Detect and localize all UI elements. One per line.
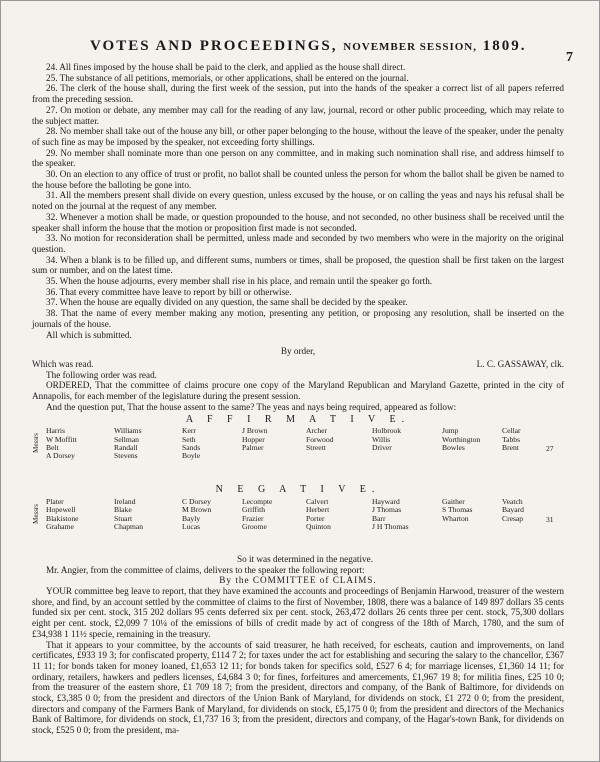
which-was-read: Which was read. (32, 358, 94, 369)
member-name: Grahame (46, 522, 74, 532)
rule-item: 37. When the house are equally divided on any question, the same shall be decided by the speaker. (46, 297, 408, 308)
member-name: Tabbs (502, 434, 521, 444)
rule-item: 26. The clerk of the house shall, during the first week of the session, put into the hands of the speaker a correct list of all papers referred from the preceding session. (32, 83, 564, 105)
committee-head: By the COMMITTEE of CLAIMS. (219, 575, 377, 586)
affirmative-column (182, 427, 200, 461)
by-order: By order, (280, 346, 316, 357)
report-paragraph-2: That it appears to your committee, by the accounts of said treasurer, he hath received, for escheats, caution and improvements, on land certificates, £933 19 3; for confiscated property, £114 7 2; for taxes under the act for establishing and securing the salary to the chancellor, £367 11 11; for bonds taken for money loaned, £1,653 12 11; for bonds taken for specifics sold, £527 6 4; for marriage licenses, £1,360 14 11; for ordinary, retailers, hawkers and pedlers licenses, £4,684 3 0; for fines, forfeitures and amercements, £1,967 19 8; for militia fines, £25 10 0; from the treasurer of the eastern shore, £1 709 18 7; from the president, directors and company, of the Bank of Baltimore, for dividends on stock, £3,385 0 0; from the president and directors of the Union Bank of Maryland, for dividends on stock, £1 272 0 0; from the president, directors and company of the Farmers Bank of Maryland, for dividends on stock, £5,175 0 0; from the president and directors of the Mechanics Bank of Baltimore, for dividends on stock, £1,737 16 3; from the president, directors and company, of the Hagar's-town Bank, for dividends on stock, £525 0 0; from the president, ma- (32, 639, 564, 736)
member-name: Barr (372, 513, 386, 523)
page-number: 7 (566, 50, 573, 65)
negative-count: 31 (546, 514, 554, 524)
angier-text: Mr. Angier, from the committee of claims, delivers to the speaker the following report: (46, 564, 365, 575)
member-name: Cellar (502, 426, 521, 436)
member-name: Groome (242, 522, 267, 532)
member-name: Palmer (242, 443, 264, 453)
member-name: Blake (114, 505, 132, 515)
member-name: J Thomas (372, 505, 402, 515)
member-name: Willis (372, 434, 391, 444)
rules-list (32, 62, 564, 330)
negative-title: N E G A T I V E. (215, 484, 381, 496)
rule-item: 36. That every committee have leave to report by bill or otherwise. (46, 286, 292, 297)
header-session: NOVEMBER SESSION, (343, 41, 478, 53)
negative-column (114, 498, 143, 532)
member-name: Sellman (114, 434, 139, 444)
affirmative-title: A F F I R M A T I V E. (185, 413, 411, 425)
member-name: Hayward (372, 496, 400, 506)
running-head (90, 38, 570, 55)
affirmative-column (242, 427, 268, 452)
member-name: Bayard (502, 505, 524, 515)
member-name: Bayly (182, 513, 201, 523)
negative-column (306, 498, 331, 532)
member-name: Forwood (306, 434, 334, 444)
member-name: Jump (442, 426, 459, 436)
member-name: Holbrook (372, 426, 402, 436)
rule-item: 32. Whenever a motion shall be made, or question propounded to the house, and not seconded, no other business shall be received until the speaker shall inform the house that the motion or proposition first made is not seconded. (32, 211, 564, 233)
rule-item: 30. On an election to any office of trust or profit, no ballot shall be counted unless the person for whom the ballot shall be given be named to the house before the balloting be gone into. (32, 169, 564, 190)
negative-column (442, 498, 472, 523)
member-name: Lucas (182, 522, 201, 532)
rule-item: 29. No member shall nominate more than one person on any committee, and in making such nomination shall rise, and address himself to the speaker. (32, 147, 564, 169)
rule-item: 28. No member shall take out of the house any bill, or other paper belonging to the house, without the leave of the speaker, under the penalty of such fine as may be imposed by the speaker, not exceeding forty shillings. (32, 126, 564, 147)
member-name: Gaither (442, 496, 465, 506)
member-name: Hopper (242, 434, 265, 444)
member-name: Bowles (442, 443, 465, 453)
negative-votes (32, 498, 564, 554)
by-order-line (32, 346, 564, 357)
member-name: J Brown (242, 426, 268, 436)
member-name: Chapman (114, 522, 144, 532)
member-name: S Thomas (442, 505, 473, 515)
rule-item: 25. The substance of all petitions, memorials, or other applications, shall be entered on the journal. (46, 72, 409, 83)
clerk-signature: L. C. GASSAWAY, clk. (476, 358, 564, 369)
member-name: Harris (46, 426, 65, 436)
member-name: Boyle (182, 451, 201, 461)
member-name: Randall (114, 443, 138, 453)
member-name: C Dorsey (182, 496, 211, 506)
member-name: Herbert (306, 505, 330, 515)
rule-item: 35. When the house adjourns, every member shall rise in his place, and remain until the speaker go forth. (46, 276, 433, 287)
member-name: Stuart (114, 513, 133, 523)
member-name: Williams (114, 426, 142, 436)
member-name: Belt (46, 443, 59, 453)
member-name: Sands (182, 443, 201, 453)
report-paragraph: YOUR committee beg leave to report, that they have examined the accounts and proceedings of Benjamin Harwood, treasurer of the western shore, and find, by an account settled by the committee of claims to the first of November, 1808, there was a balance of 149 897 dollars 35 cents funded six per cent. stock, 315 202 dollars 95 cents deferred six per cent. stock, 263,472 dollars 26 cents three per cent. stock, 75,300 dollars eight per cent. stock, £2,099 7 10¼ of the emissions of bills of credit made by act of congress of the 18th of March, 1780, and the sum of £34,938 1 11½ specie, remaining in the treasury. (32, 586, 564, 639)
member-name: Griffith (242, 505, 266, 515)
member-name: Porter (306, 513, 325, 523)
member-name: Archer (306, 426, 328, 436)
determined-line: So it was determined in the negative. (237, 553, 373, 564)
rule-item: 31. All the members present shall divide on every question, unless excused by the house, or on calling the yeas and nays his refusal shall be noted on the journal at the request of any member. (32, 190, 564, 212)
member-name: J H Thomas (372, 522, 409, 532)
negative-column (46, 498, 78, 532)
question-text: And the question put, That the house assent to the same? The yeas and nays being required, appeared as follow: (46, 401, 457, 412)
negative-column (372, 498, 409, 532)
member-name: Plater (46, 496, 64, 506)
member-name: Seth (182, 434, 196, 444)
following-order: The following order was read. (46, 369, 157, 380)
member-name: Blakistone (46, 513, 79, 523)
rule-item: 27. On motion or debate, any member may call for the reading of any law, journal, record or other public proceeding, which may relate to the subject matter. (32, 104, 564, 126)
negative-column (502, 498, 524, 523)
affirmative-column (306, 427, 333, 452)
affirmative-column (442, 427, 480, 452)
affirmative-column (372, 427, 401, 452)
member-name: Kerr (182, 426, 196, 436)
page-body (32, 62, 564, 736)
signature-line (32, 359, 564, 370)
submitted-line: All which is submitted. (46, 329, 132, 340)
affirmative-side-label: Messrs (32, 433, 40, 454)
member-name: Calvert (306, 496, 329, 506)
member-name: Brent (502, 443, 519, 453)
member-name: Wharton (442, 513, 469, 523)
member-name: Hopewell (46, 505, 76, 515)
member-name: A Dorsey (46, 451, 75, 461)
member-name: Frazier (242, 513, 264, 523)
member-name: Ireland (114, 496, 136, 506)
header-year: 1809. (482, 38, 527, 54)
member-name: W Moffitt (46, 434, 77, 444)
member-name: M Brown (182, 505, 212, 515)
negative-column (182, 498, 211, 532)
member-name: Driver (372, 443, 392, 453)
ordered-text: ORDERED, That the committee of claims procure one copy of the Maryland Republican and Maryland Gazette, printed in the city of Annapolis, for each member of the legislature during the present session. (32, 380, 564, 402)
affirmative-count: 27 (546, 444, 554, 454)
affirmative-column (114, 427, 142, 461)
member-name: Worthington (442, 434, 481, 444)
header-title: VOTES AND PROCEEDINGS, (90, 38, 338, 54)
affirmative-votes (32, 427, 564, 483)
affirmative-column (502, 427, 521, 452)
member-name: Quinton (306, 522, 331, 532)
rule-item: 33. No motion for reconsideration shall be permitted, unless made and seconded by two members who were in the majority on the original question. (32, 233, 564, 254)
rule-item: 34. When a blank is to be filled up, and different sums, numbers or times, shall be proposed, the question shall be first taken on the largest sum or number, and on the latest time. (32, 254, 564, 276)
negative-side-label: Messrs (32, 503, 40, 524)
member-name: Veatch (502, 496, 523, 506)
member-name: Stevens (114, 451, 138, 461)
negative-column (242, 498, 272, 532)
member-name: Streett (306, 443, 326, 453)
member-name: Lecompte (242, 496, 273, 506)
member-name: Cresap (502, 513, 524, 523)
rule-item: 38. That the name of every member making any motion, presenting any petition, or proposing any resolution, shall be inserted on the journals of the house. (32, 308, 564, 329)
affirmative-column (46, 427, 77, 461)
rule-item: 24. All fines imposed by the house shall be paid to the clerk, and applied as the house shall direct. (46, 62, 406, 72)
